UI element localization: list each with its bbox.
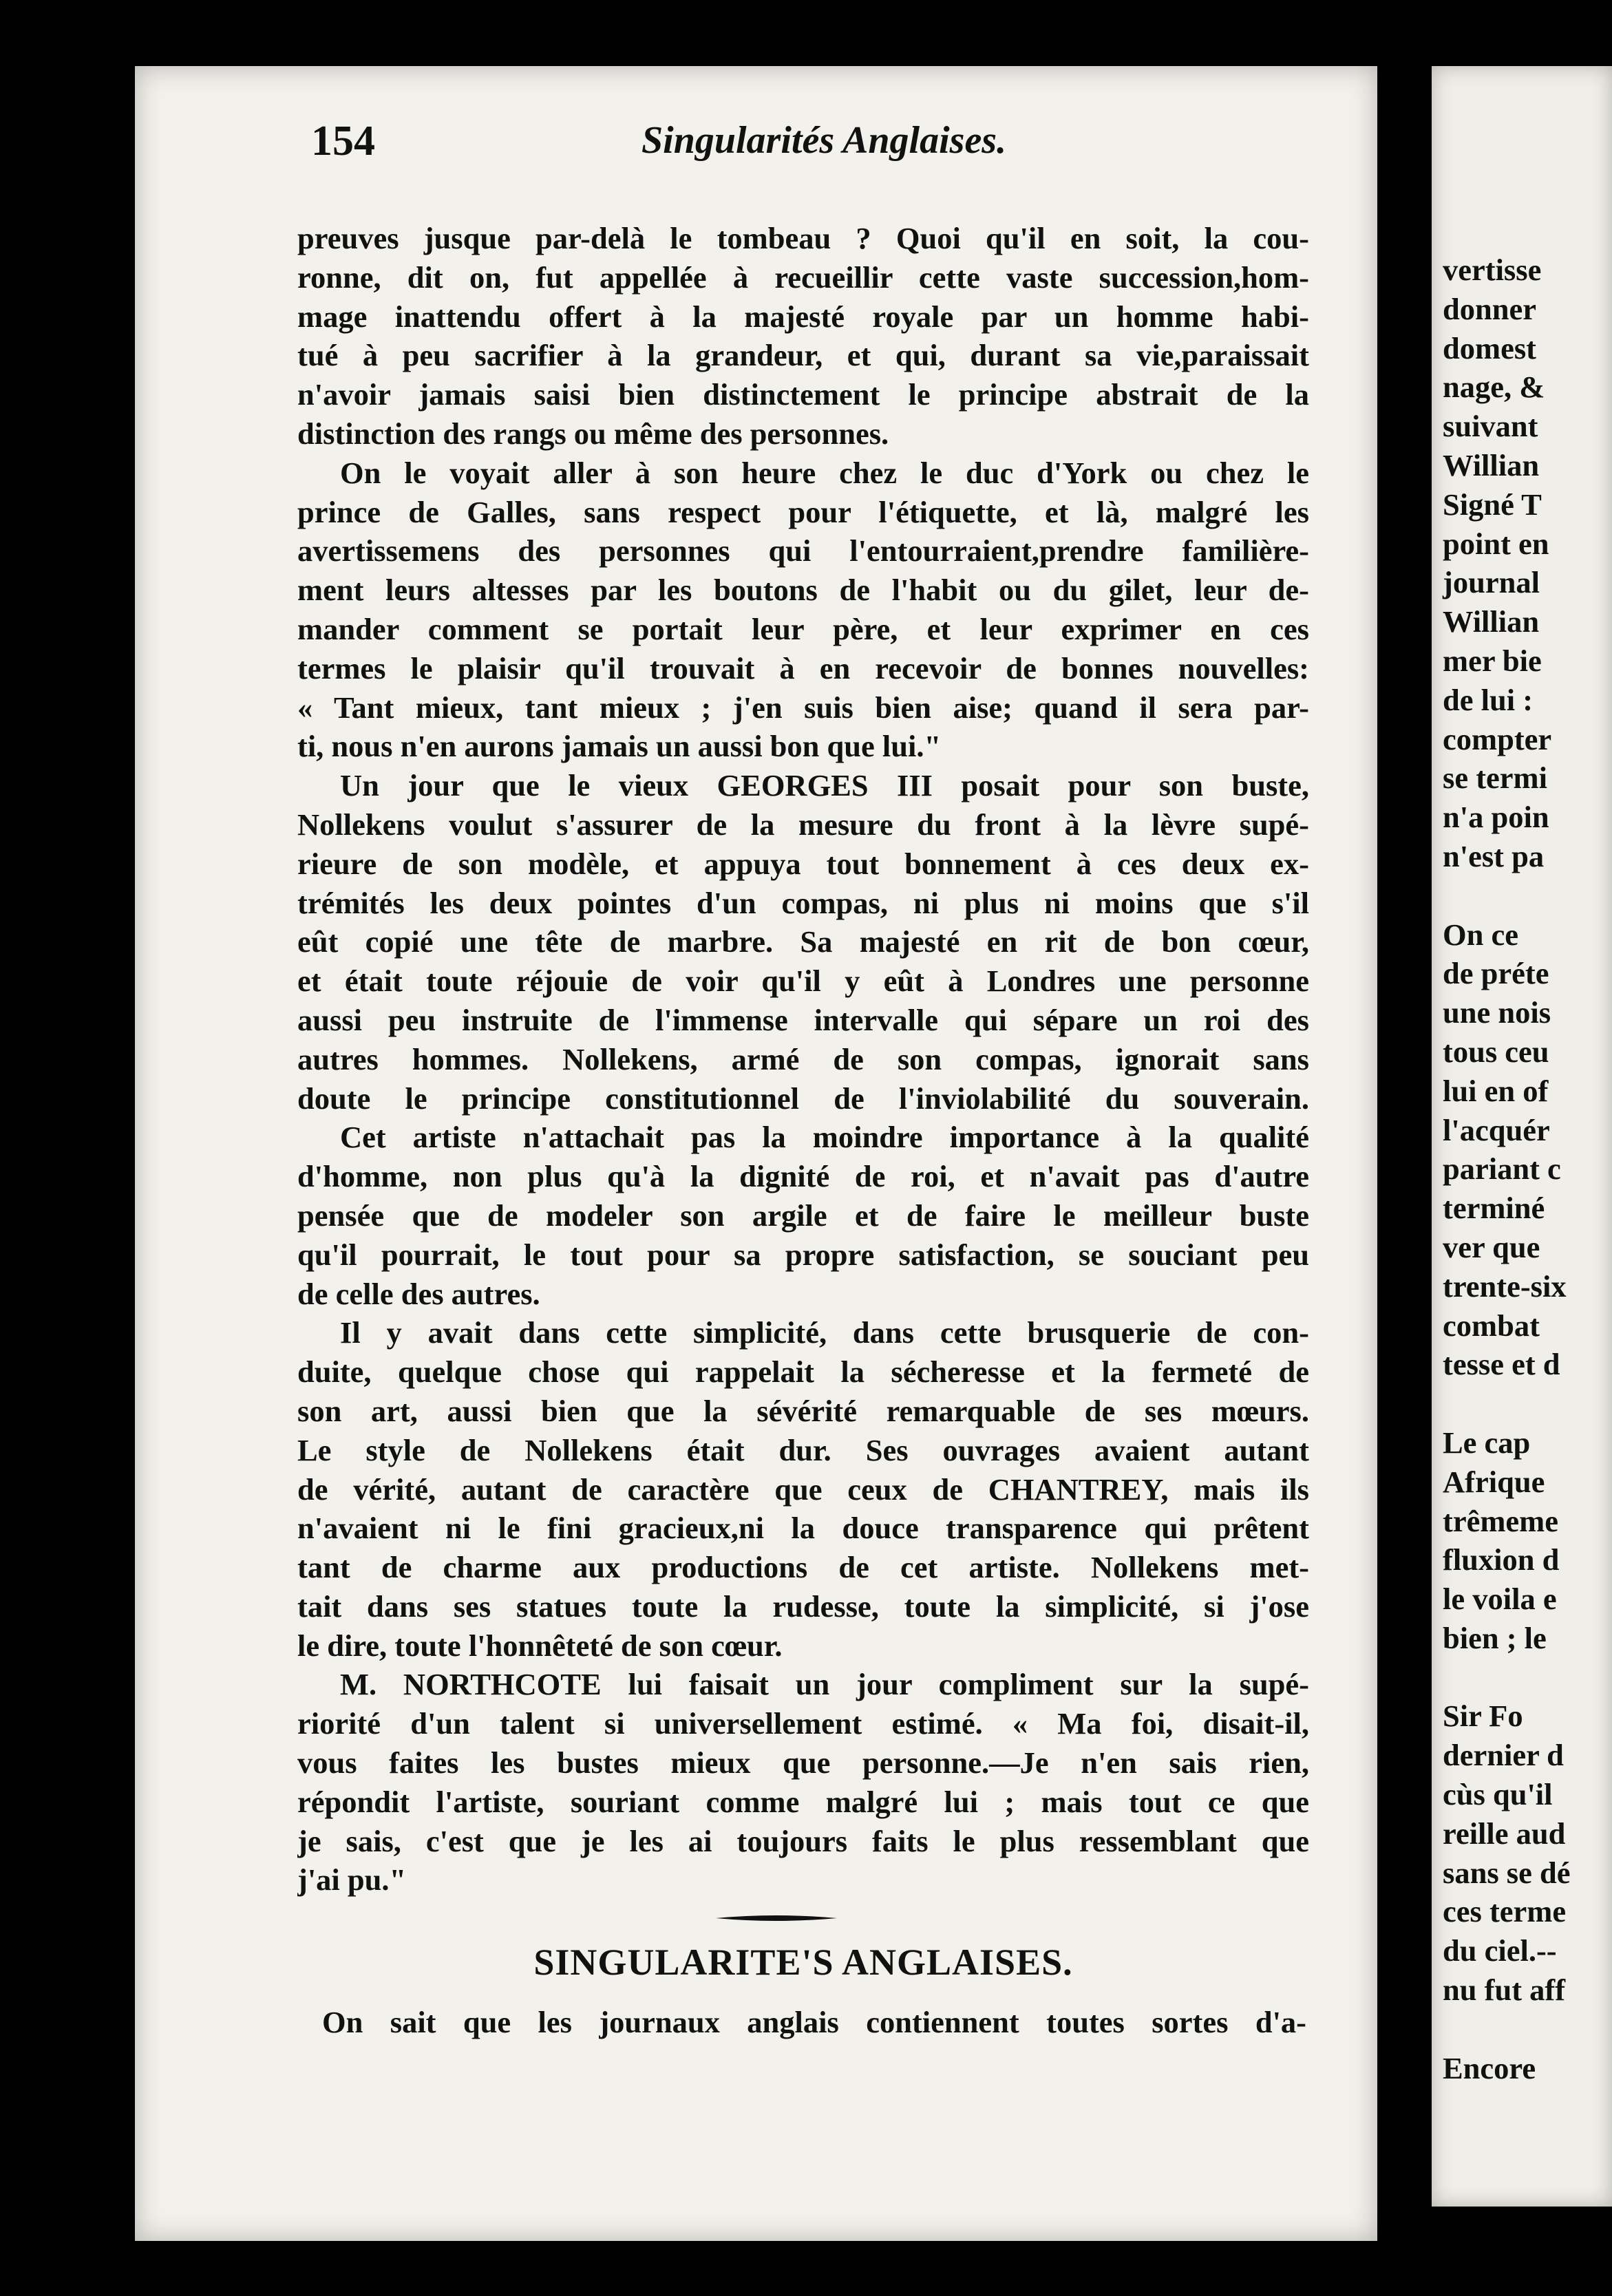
facing-text-line: Afrique [1443,1464,1545,1499]
text-line: trémités les deux pointes d'un compas, ni plus ni moins que s'il [297,885,1309,920]
page-header [173,117,1344,179]
text-line: tait dans ses statues toute la rudesse, toute la simplicité, si j'ose [297,1588,1309,1624]
page-number: 154 [311,118,375,164]
facing-text-line: nu fut aff [1443,1973,1566,2008]
text-line: distinction des rangs ou même des personnes. [297,416,889,451]
text-line: eût copié une tête de marbre. Sa majesté en rit de bon cœur, [297,924,1309,959]
text-line: Nollekens voulut s'assurer de la mesure du front à la lèvre supé- [297,807,1309,842]
facing-text-line: reille aud [1443,1816,1566,1851]
text-line: vous faites les bustes mieux que personne.—Je n'en sais rien, [297,1745,1309,1781]
facing-text-gap [1443,876,1612,915]
text-line: mander comment se portait leur père, et leur exprimer en ces [297,611,1309,646]
text-line: termes le plaisir qu'il trouvait à en recevoir de bonnes nouvelles: [297,650,1309,685]
facing-text-line: terminé [1443,1191,1545,1226]
facing-text-line: point en [1443,526,1549,561]
text-line: Il y avait dans cette simplicité, dans cette brusquerie de con- [340,1315,1309,1350]
facing-text-line: ver que [1443,1229,1540,1264]
facing-text-gap [1443,1384,1612,1423]
facing-text-gap [1443,2010,1612,2049]
facing-text-line: n'a poin [1443,800,1549,835]
text-line: n'avaient ni le fini gracieux,ni la douce transparence qui prêtent [297,1511,1309,1546]
facing-text-line: bien ; le [1443,1620,1547,1655]
running-title: Singularités Anglaises. [641,119,1007,162]
text-line: duite, quelque chose qui rappelait la sécheresse et la fermeté de [297,1354,1309,1390]
facing-text-line: pariant c [1443,1151,1561,1187]
text-line: mage inattendu offert à la majesté royale par un homme habi- [297,299,1309,334]
text-line: doute le principe constitutionnel de l'inviolabilité du souverain. [297,1081,1309,1116]
text-line: riorité d'un talent si universellement estimé. « Ma foi, disait-il, [297,1706,1309,1741]
facing-text-line: journal [1443,565,1540,600]
text-line: prince de Galles, sans respect pour l'étiquette, et là, malgré les [297,494,1309,529]
facing-text-line: le voila e [1443,1582,1557,1617]
facing-text-line: de préte [1443,956,1549,991]
text-line: aussi peu instruite de l'immense intervalle qui sépare un roi des [297,1002,1309,1037]
facing-text-line: Encore [1443,2050,1536,2085]
text-line: Le style de Nollekens était dur. Ses ouvrages avaient autant [297,1432,1309,1467]
text-line: de celle des autres. [297,1276,540,1311]
text-line: ment leurs altesses par les boutons de l'habit ou du gilet, leur de- [297,573,1309,608]
facing-text-line: ces terme [1443,1894,1567,1929]
facing-text-line: une nois [1443,995,1551,1030]
text-line: On le voyait aller à son heure chez le duc d'York ou chez le [340,455,1309,490]
section-heading: SINGULARITE'S ANGLAISES. [533,1942,1073,1983]
text-line: son art, aussi bien que la sévérité remarquable de ses mœurs. [297,1393,1309,1428]
facing-text-line: trêmeme [1443,1503,1558,1538]
facing-text-line: Sir Fo [1443,1699,1523,1734]
facing-text-line: Le cap [1443,1425,1531,1460]
text-line: de vérité, autant de caractère que ceux de CHANTREY, mais ils [297,1471,1309,1507]
facing-text-line: fluxion d [1443,1542,1560,1577]
facing-text-line: donner [1443,291,1536,326]
section-first-line: On sait que les journaux anglais contiennent toutes sortes d'a- [322,2005,1306,2039]
divider-ornament [716,1913,837,1924]
text-line: pensée que de modeler son argile et de faire le meilleur buste [297,1198,1309,1233]
text-line: ti, nous n'en aurons jamais un aussi bon que lui." [297,729,942,764]
facing-text-line: lui en of [1443,1073,1549,1108]
facing-page-text [1443,251,1612,2087]
facing-text-line: domest [1443,330,1536,365]
text-line: tué à peu sacrifier à la grandeur, et qui, durant sa vie,paraissait [297,338,1309,373]
facing-text-line: sans se dé [1443,1855,1571,1890]
text-line: le dire, toute l'honnêteté de son cœur. [297,1628,783,1663]
text-line: Un jour que le vieux GEORGES III posait pour son buste, [340,768,1309,803]
text-line: n'avoir jamais saisi bien distinctement le principe abstrait de la [297,377,1309,412]
text-line: et était toute réjouie de voir qu'il y eût à Londres une personne [297,964,1309,999]
text-line: preuves jusque par-delà le tombeau ? Quoi qu'il en soit, la cou- [297,221,1309,255]
text-line: j'ai pu." [297,1862,407,1898]
facing-text-line: vertisse [1443,253,1542,287]
facing-text-line: se termi [1443,761,1547,796]
text-line: autres hommes. Nollekens, armé de son compas, ignorait sans [297,1041,1309,1076]
facing-text-line: combat [1443,1308,1540,1343]
facing-text-line: l'acquér [1443,1112,1550,1147]
facing-text-line: tesse et d [1443,1347,1560,1382]
body-text [297,219,1309,1900]
facing-text-line: Signé T [1443,487,1542,522]
text-line: répondit l'artiste, souriant comme malgré lui ; mais tout ce que [297,1784,1309,1819]
text-line: ronne, dit on, fut appellée à recueillir cette vaste succession,hom- [297,259,1309,295]
facing-text-line: mer bie [1443,643,1542,678]
text-line: je sais, c'est que je les ai toujours faits le plus ressemblant que [297,1823,1309,1858]
text-line: d'homme, non plus qu'à la dignité de roi, et n'avait pas d'autre [297,1159,1309,1194]
facing-text-line: dernier d [1443,1738,1564,1773]
facing-text-line: de lui : [1443,682,1534,717]
facing-text-line: n'est pa [1443,838,1545,873]
facing-text-line: du ciel.-- [1443,1933,1557,1968]
text-line: « Tant mieux, tant mieux ; j'en suis bien aise; quand il sera par- [297,690,1309,725]
facing-text-line: suivant [1443,409,1538,444]
text-line: rieure de son modèle, et appuya tout bonnement à ces deux ex- [297,846,1309,881]
text-line: avertissemens des personnes qui l'entourraient,prendre familière- [297,533,1309,568]
text-line: M. NORTHCOTE lui faisait un jour compliment sur la supé- [340,1667,1309,1702]
text-line: tant de charme aux productions de cet artiste. Nollekens met- [297,1550,1309,1585]
text-line: Cet artiste n'attachait pas la moindre importance à la qualité [340,1120,1309,1155]
facing-text-line: nage, & [1443,370,1545,405]
facing-text-line: On ce [1443,917,1518,952]
facing-text-line: cùs qu'il [1443,1777,1553,1812]
facing-text-gap [1443,1658,1612,1697]
facing-text-line: Willian [1443,604,1540,639]
text-line: qu'il pourrait, le tout pour sa propre satisfaction, se souciant peu [297,1237,1309,1272]
facing-text-line: trente-six [1443,1268,1567,1304]
facing-text-line: tous ceu [1443,1034,1549,1069]
facing-text-line: compter [1443,721,1552,756]
facing-text-line: Willian [1443,447,1540,482]
